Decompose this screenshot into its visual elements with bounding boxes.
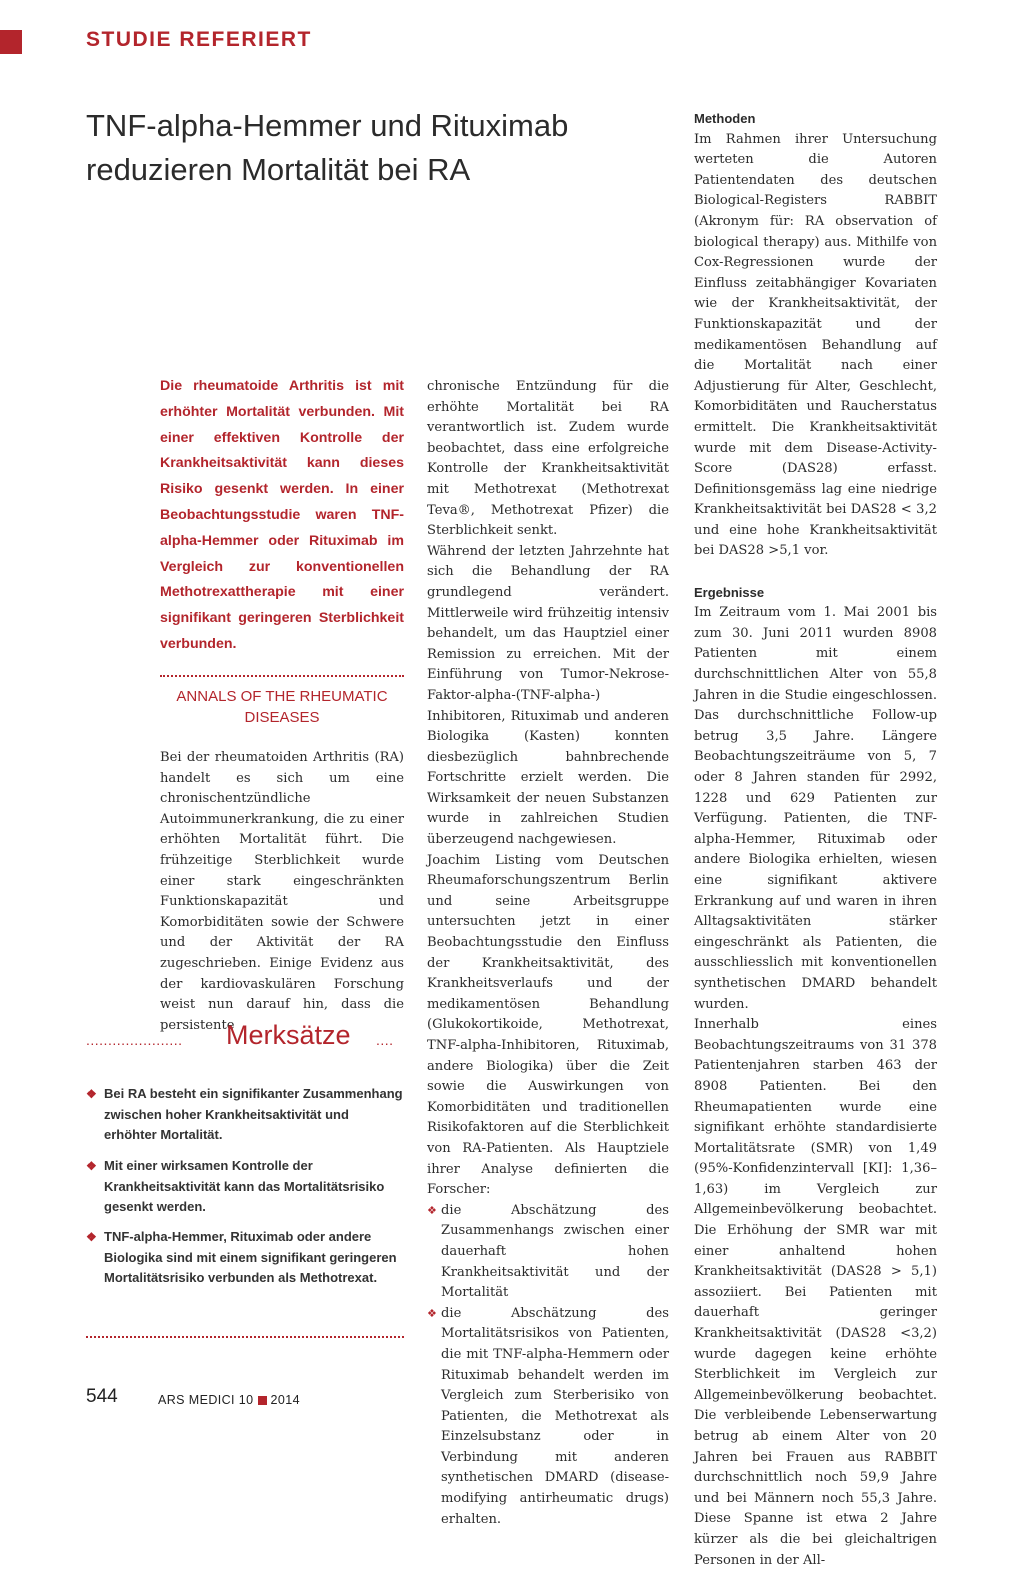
merksatz-item [86,1084,404,1146]
merksatz-text: TNF-alpha-Hemmer, Rituximab oder andere Biologika sind mit einem signifikant geringeren Mortalitätsrisiko verbunden als Methotrexat. [104,1229,397,1286]
body-paragraph: Joachim Listing vom Deutschen Rheumaforschungszentrum Berlin und seine Arbeitsgruppe untersuchten jetzt in einer Beobachtungsstudie den Einfluss der Krankheitsaktivität, des Krankheitsverlaufs und der medikamentösen Behandlung (Glukokortikoide, Methotrexat, TNF-alpha-Inhibitoren, Rituximab, andere Biologika) über die Zeit sowie die Auswirkungen von Komorbiditäten und traditionellen Risikofaktoren auf die Sterblichkeit von RA-Patienten. Als Hauptziele ihrer Analyse definierten die Forscher: [427,852,669,1198]
right-column [694,109,937,1571]
list-item [427,1304,669,1531]
footer-publication [158,1393,300,1407]
source-journal: ANNALS OF THE RHEUMATIC DISEASES [176,688,388,726]
methods-paragraph: Im Rahmen ihrer Untersuchung werteten die Autoren Patientendaten des deutschen Biological-Registers RABBIT (Akronym für: RA observation of biological therapy) aus. Mithilfe von Cox-Regressionen wurde der Einfluss zeitabhängiger Kovariaten wie der Krankheitsaktivität, der Funktionskapazität und der medikamentösen Behandlung auf die Mortalität nach einer Adjustierung für Alter, Geschlecht, Komorbiditäten und Raucherstatus ermittelt. Die Krankheitsaktivität wurde mit dem Disease-Activity-Score (DAS28) erfasst. Definitionsgemäss lag eine niedrige Krankheitsaktivität bei DAS28 < 3,2 und eine hohe Krankheitsaktivität bei DAS28 >5,1 vor. [694,131,937,559]
publication-year: 2014 [270,1393,300,1407]
diamond-bullet-icon: ❖ [427,1306,437,1320]
section-marker [0,30,22,54]
page-number: 544 [86,1386,118,1407]
diamond-bullet-icon: ❖ [86,1230,97,1244]
merksatz-item [86,1227,404,1289]
dotted-leader: .... [376,1032,394,1048]
dotted-divider [160,675,404,677]
section-label: STUDIE REFERIERT [86,28,312,51]
diamond-bullet-icon: ❖ [86,1087,97,1101]
body-paragraph: chronische Entzündung für die erhöhte Mortalität bei RA verantwortlich ist. Zudem wurde beobachtet, dass eine erfolgreiche Kontrolle der Krankheitsaktivität mit Methotrexat (Methotrexat Teva®, Methotrexat Pfizer) die Sterblichkeit senkt. [427,379,669,539]
results-heading: Ergebnisse [694,584,765,600]
intro-text: Bei der rheumatoiden Arthritis (RA) handelt es sich um eine chronischentzündliche Autoimmunerkrankung, die zu einer erhöhten Mortalität führt. Die frühzeitige Sterblichkeit wurde einer stark eingeschränkten Funktionskapazität und Komorbiditäten sowie der Schwere und der Aktivität der RA zugeschrieben. Einige Evidenz aus der kardiovaskulären Forschung weist nun darauf hin, dass die persistente [160,750,404,1033]
list-item-text: die Abschätzung des Zusammenhangs zwischen einer dauerhaft hohen Krankheitsaktivität und der Mortalität [441,1202,669,1301]
results-paragraph: Im Zeitraum vom 1. Mai 2001 bis zum 30. Juni 2011 wurden 8908 Patienten mit einem durchschnittlichen Alter von 55,8 Jahren in die Studie eingeschlossen. Das durchschnittliche Follow-up betrug 3,5 Jahre. Längere Beobachtungszeiträume von 5, 7 oder 8 Jahren standen für 2992, 1228 und 629 Patienten zur Verfügung. Patienten, die TNF-alpha-Hemmer, Rituximab oder andere Biologika erhielten, wiesen eine signifikant aktivere Erkrankung auf und waren in ihren Alltagsaktivitäten stärker eingeschränkt als Patienten, die ausschliesslich mit konventionellen synthetischen DMARD behandelt wurden. [694,605,937,1012]
results-paragraph: Innerhalb eines Beobachtungszeitraums von 31 378 Patientenjahren starben 463 der 8908 Patienten. Bei den Rheumapatienten wurde eine signifikant erhöhte standardisierte Mortalitätsrate (SMR) von 1,49 (95%-Konfidenzintervall [KI]: 1,36–1,63) im Vergleich zur Allgemeinbevölkerung beobachtet. Die Erhöhung der SMR war mit einer anhaltend hohen Krankheitsaktivität (DAS28 > 5,1) assoziiert. Bei Patienten mit dauerhaft geringer Krankheitsaktivität (DAS28 <3,2) wurde dagegen keine erhöhte Sterblichkeit im Vergleich zur Allgemeinbevölkerung beobachtet. Die verbleibende Lebenserwartung betrug ab einem Alter von 20 Jahren bei Frauen aus RABBIT durchschnittlich noch 59,9 Jahre und bei Männern noch 55,3 Jahre. Diese Spanne ist etwa 2 Jahre kürzer als die bei gleichaltrigen Personen in der All- [694,1017,937,1568]
spacer [694,562,937,583]
diamond-bullet-icon: ❖ [86,1159,97,1173]
article-lead: Die rheumatoide Arthritis ist mit erhöhter Mortalität verbunden. Mit einer effektiven Kontrolle der Krankheitsaktivität kann dieses Risiko gesenkt werden. In einer Beobachtungsstudie waren TNF-alpha-Hemmer oder Rituximab im Vergleich zur konventionellen Methotrexattherapie mit einer signifikant geringeren Sterblichkeit verbunden. [160,378,404,652]
merksatz-text: Bei RA besteht ein signifikanter Zusammenhang zwischen hoher Krankheitsaktivität und erhöhter Mortalität. [104,1086,403,1143]
square-separator-icon [258,1396,267,1405]
methods-heading: Methoden [694,111,756,126]
list-item-text: die Abschätzung des Mortalitätsrisikos von Patienten, die mit TNF-alpha-Hemmern oder Rituximab behandelt werden im Vergleich zum Sterberisiko von Patienten, die Methotrexat als Einzelsubstanz oder in Verbindung mit anderen synthetischen DMARD (disease-modifying antirheumatic drugs) erhalten. [441,1305,669,1527]
intro-paragraph [160,748,404,1036]
body-paragraph: Während der letzten Jahrzehnte hat sich die Behandlung der RA grundlegend verändert. Mittlerweile wird frühzeitig intensiv behandelt, um das Hauptziel einer Remission zu erreichen. Mit der Einführung von Tumor-Nekrose-Faktor-alpha-(TNF-alpha-) Inhibitoren, Rituximab und anderen Biologika (Kasten) konnten diesbezüglich bahnbrechende Fortschritte erzielt werden. Die Wirksamkeit der neuen Substanzen wurde in zahlreichen Studien überzeugend nachgewiesen. [427,543,669,848]
merksatz-item [86,1156,404,1218]
publication-name: ARS MEDICI 10 [158,1393,254,1407]
diamond-bullet-icon: ❖ [427,1203,437,1217]
dotted-leader: ...................... [86,1032,183,1048]
middle-column [427,377,669,1530]
list-item [427,1201,669,1304]
merksaetze-heading: Merksätze [226,1020,351,1050]
article-title: TNF-alpha-Hemmer und Rituximab reduzieren Mortalität bei RA [86,108,569,187]
merksatz-text: Mit einer wirksamen Kontrolle der Krankheitsaktivität kann das Mortalitätsrisiko gesenkt werden. [104,1158,385,1215]
dotted-divider [86,1336,404,1338]
